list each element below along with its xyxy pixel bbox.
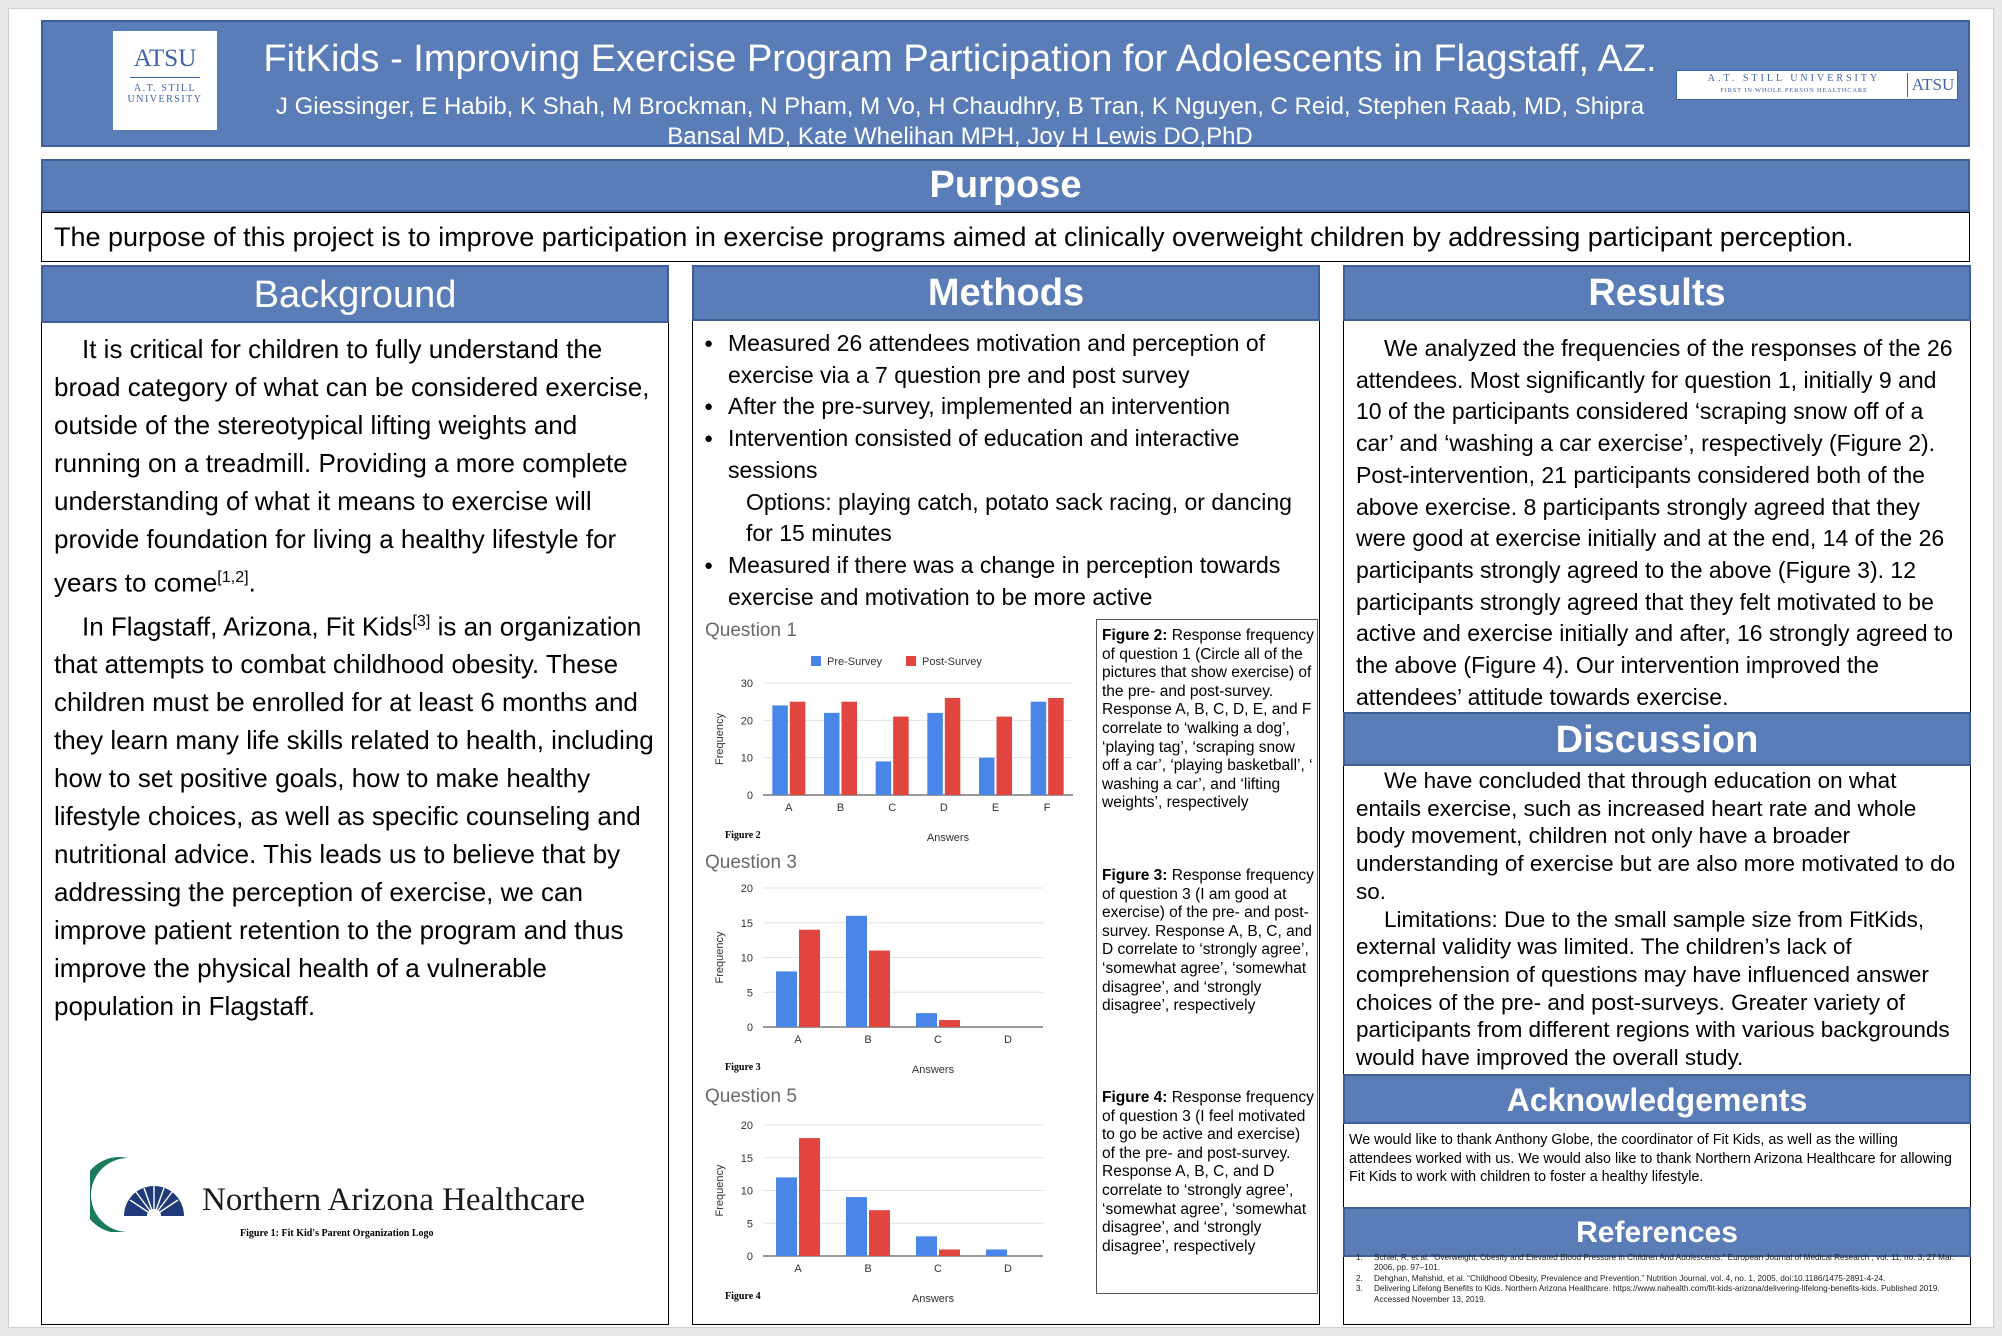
methods-list (704, 328, 1309, 613)
poster-title: FitKids - Improving Exercise Program Participation for Adolescents in Flagstaff, AZ. (263, 38, 1657, 80)
atsu-logo-left-bottom1: A.T. STILL (133, 83, 197, 94)
background-ref-1: [1,2] (217, 568, 249, 586)
x-tick-label: A (785, 802, 793, 814)
background-text (54, 330, 659, 1025)
y-tick-label: 0 (746, 790, 753, 802)
y-tick-label: 5 (746, 1218, 753, 1231)
y-axis-label: Frequency (714, 1164, 726, 1217)
bar-post-survey-C (939, 1020, 960, 1027)
results-text: We analyzed the frequencies of the responses of the 26 attendees. Most significantly for question 1, initially 9 and 10 of the participants considered ‘scraping snow off of a car’ and ‘washing a car exercise’, respectively (Figure 2). Post-intervention, 21 participants considered both of the above exercise. 8 participants strongly agreed that they were good at exercise initially and at the end, 14 of the 26 participants strongly agreed to the above (Figure 3). 12 participants strongly agreed that they felt motivated to be active and exercise initially and after, 16 strongly agreed to the above (Figure 4). Our intervention improved the attendees’ attitude towards exercise. (1356, 335, 1954, 710)
y-axis-label: Frequency (714, 931, 726, 984)
background-header (41, 265, 669, 323)
figure-label: Figure 4 (725, 1291, 761, 1302)
background-p2: In Flagstaff, Arizona, Fit Kids[3] is an organization that attempts to combat childhood obesity. These children must be enrolled for at least 6 months and they learn many life skills related to health, including how to set positive goals, how to make healthy lifestyle choices, as well as specific counseling and nutritional advice. This leads us to believe that by addressing the perception of exercise, we can improve patient retention to the program and thus improve the physical health of a vulnerable population in Flagstaff. (54, 611, 654, 1022)
figure1-caption: Figure 1: Fit Kid's Parent Organization Logo (240, 1228, 434, 1239)
atsu-logo-left (113, 31, 217, 130)
bar-post-survey-D (945, 698, 961, 795)
bar-pre-survey-B (824, 713, 840, 795)
x-tick-label: B (864, 1263, 872, 1275)
x-tick-label: D (1004, 1034, 1012, 1046)
bar-post-survey-A (799, 1138, 820, 1256)
y-tick-label: 20 (740, 715, 753, 728)
y-tick-label: 20 (740, 1120, 753, 1132)
bar-pre-survey-E (979, 758, 995, 795)
authors-line1: J Giessinger, E Habib, K Shah, M Brockman, N Pham, M Vo, H Chaudhry, B Tran, K Nguyen, C Reid, Stephen Raab, MD, Shipra (275, 93, 1645, 120)
chart-question3 (703, 848, 1093, 1076)
bar-post-survey-B (842, 702, 858, 795)
nah-logo-mark (90, 1152, 200, 1232)
bar-post-survey-E (997, 717, 1013, 795)
bar-post-survey-A (790, 702, 806, 795)
atsu-logo-left-bottom2: UNIVERSITY (127, 94, 203, 105)
bar-pre-survey-B (846, 916, 867, 1027)
purpose-panel (41, 212, 1970, 262)
y-tick-label: 20 (740, 883, 753, 895)
y-tick-label: 15 (740, 917, 753, 930)
chart-title: Question 5 (705, 1086, 797, 1107)
figure2-caption: Figure 2: Response frequency of question 1 (Circle all of the pictures that show exercise) of the pre- and post-survey. Response A, B, C, D, E, and F correlate to ‘walking a dog’, ‘playing tag’, ‘scraping snow off a car’, ‘playing basketball’, ‘ washing a car’, and ‘lifting weights’, respectively (1102, 627, 1314, 812)
acknowledgements-header (1343, 1074, 1971, 1124)
background-p1: It is critical for children to fully understand the broad category of what can be considered exercise, outside of the stereotypical lifting weights and running on a treadmill. Providing a more complete understanding of what it means to exercise will provide foundation for living a healthy lifestyle for years to come[1,2]. (54, 334, 650, 598)
bar-post-survey-F (1048, 698, 1064, 795)
bar-pre-survey-C (916, 1236, 937, 1256)
figure4-caption: Figure 4: Response frequency of question 3 (I feel motivated to go be active and exercise) of the pre- and post-survey. Response A, B, C, and D correlate to ‘strongly agree’, ‘somewhat agree’, ‘somewhat disagree’, and ‘strongly disagree’, respectively (1102, 1089, 1314, 1255)
reference-item: 2. Dehghan, Mahshid, et al. “Childhood Obesity, Prevalence and Prevention.” Nutrition Journal, vol. 4, no. 1, 2005, doi:10.1186/1475-2891-4-24. (1356, 1273, 1886, 1283)
atsu-logo-right-abbr: ATSU (1911, 75, 1955, 94)
nah-logo-text: Northern Arizona Healthcare (202, 1182, 585, 1218)
reference-item: 3. Delivering Lifelong Benefits to Kids. Northern Arizona Healthcare. https://www.nahealth.com/fit-kids-arizona/delivering-lifelong-benefits-kids. Published 2019. Accessed November 13, 2019. (1356, 1284, 1940, 1304)
y-axis-label: Frequency (714, 713, 726, 765)
x-tick-label: E (991, 802, 1000, 814)
bar-pre-survey-A (776, 971, 797, 1027)
y-tick-label: 10 (740, 952, 753, 965)
chart-question5 (703, 1082, 1093, 1307)
purpose-heading: Purpose (929, 164, 1082, 206)
bar-pre-survey-A (776, 1177, 797, 1256)
bar-post-survey-A (799, 930, 820, 1027)
atsu-logo-right-text1: A.T. STILL UNIVERSITY (1707, 73, 1881, 84)
nah-logo (90, 1152, 630, 1232)
figure-label: Figure 3 (725, 1062, 761, 1073)
discussion-text (1356, 767, 1964, 1072)
purpose-header (41, 159, 1970, 212)
chart-title: Question 3 (705, 852, 797, 873)
chart-title: Question 1 (705, 620, 797, 641)
x-tick-label: A (794, 1263, 802, 1275)
chart-question1 (703, 616, 1093, 856)
discussion-p2: Limitations: Due to the small sample size from FitKids, external validity was limited. The children’s lack of comprehension of questions may have influenced answer choices of the pre- and post-surveys. Greater variety of participants from different regions with various backgrounds would have improved the overall study. (1356, 906, 1950, 1071)
y-tick-label: 15 (740, 1152, 753, 1165)
references-header (1343, 1207, 1971, 1257)
x-tick-label: F (1043, 802, 1051, 814)
x-tick-label: B (836, 802, 845, 814)
bar-pre-survey-C (916, 1013, 937, 1027)
legend-label: Pre-Survey (827, 656, 883, 668)
y-tick-label: 5 (746, 987, 753, 1000)
bar-post-survey-C (893, 717, 909, 795)
figure-label: Figure 2 (725, 830, 761, 841)
bar-pre-survey-C (876, 761, 892, 795)
results-heading: Results (1588, 272, 1726, 314)
bar-pre-survey-B (846, 1197, 867, 1256)
y-tick-label: 10 (740, 1185, 753, 1198)
atsu-logo-left-top: ATSU (133, 45, 197, 72)
atsu-logo-right (1676, 70, 1958, 100)
legend-swatch (906, 656, 916, 666)
legend-swatch (811, 656, 821, 666)
methods-heading: Methods (927, 272, 1085, 314)
atsu-logo-right-text2: FIRST IN WHOLE PERSON HEALTHCARE (1720, 87, 1868, 94)
methods-bullet-1: ● Measured 26 attendees motivation and perception of exercise via a 7 question pre and post survey (704, 328, 1309, 391)
x-tick-label: B (864, 1034, 872, 1046)
results-header (1343, 265, 1971, 321)
bar-pre-survey-D (986, 1249, 1007, 1256)
x-tick-label: D (1004, 1263, 1012, 1275)
legend-label: Post-Survey (922, 656, 982, 668)
background-heading: Background (253, 274, 457, 316)
references-list (1352, 1253, 1962, 1305)
bar-post-survey-B (869, 1210, 890, 1256)
x-axis-label: Answers (926, 832, 970, 844)
acknowledgements-text: We would like to thank Anthony Globe, the coordinator of Fit Kids, as well as the willing attendees worked with us. We would also like to thank Northern Arizona Healthcare for allowing Fit Kids to work with children to foster a healthy lifestyle. (1349, 1132, 1952, 1185)
bar-pre-survey-D (927, 713, 943, 795)
bar-pre-survey-F (1031, 702, 1047, 795)
methods-header (692, 265, 1320, 321)
y-tick-label: 10 (740, 752, 753, 765)
methods-options: Options: playing catch, potato sack racing, or dancing for 15 minutes (746, 488, 1292, 547)
figure3-caption: Figure 3: Response frequency of question 3 (I am good at exercise) of the pre- and post-survey. Response A, B, C, and D correlate to ‘strongly agree’, ‘somewhat agree’, ‘somewhat disagree’, and ‘strongly disagree’, respectively (1102, 867, 1314, 1015)
discussion-heading: Discussion (1555, 719, 1759, 761)
authors-line2: Bansal MD, Kate Whelihan MPH, Joy H Lewis DO,PhD (667, 123, 1253, 150)
x-tick-label: C (934, 1263, 942, 1275)
methods-bullet-4: ● Measured if there was a change in perception towards exercise and motivation to be more active (704, 550, 1309, 613)
background-ref-3: [3] (412, 611, 431, 630)
x-axis-label: Answers (911, 1293, 955, 1305)
methods-bullet-2: ● After the pre-survey, implemented an intervention (704, 391, 1309, 423)
methods-bullet-3: ● Intervention consisted of education and interactive sessions (704, 423, 1309, 486)
x-tick-label: C (888, 802, 897, 814)
discussion-p1: We have concluded that through education on what entails exercise, such as increased heart rate and whole body movement, children not only have a broader understanding of exercise but are also more motivated to do so. (1356, 768, 1956, 904)
x-tick-label: C (934, 1034, 942, 1046)
purpose-text: The purpose of this project is to improve participation in exercise programs aimed at clinically overweight children by addressing participant perception. (54, 222, 1854, 252)
acknowledgements-heading: Acknowledgements (1506, 1082, 1808, 1118)
x-axis-label: Answers (911, 1064, 955, 1076)
discussion-header (1343, 712, 1971, 766)
x-tick-label: D (939, 802, 948, 814)
y-tick-label: 30 (740, 678, 753, 690)
x-tick-label: A (794, 1034, 802, 1046)
y-tick-label: 0 (746, 1022, 753, 1034)
bar-post-survey-C (939, 1249, 960, 1256)
references-heading: References (1576, 1216, 1738, 1249)
reference-item: 1. Schiel, R, et al. “Overweight, Obesity and Elevated Blood Pressure in Children And Adolescents.” European Journal of Medical Research , vol. 11, no. 3, 27 Mar. 2006, pp. 97–101. (1356, 1253, 1955, 1273)
bar-pre-survey-A (772, 705, 788, 795)
y-tick-label: 0 (746, 1251, 753, 1263)
bar-post-survey-B (869, 951, 890, 1027)
